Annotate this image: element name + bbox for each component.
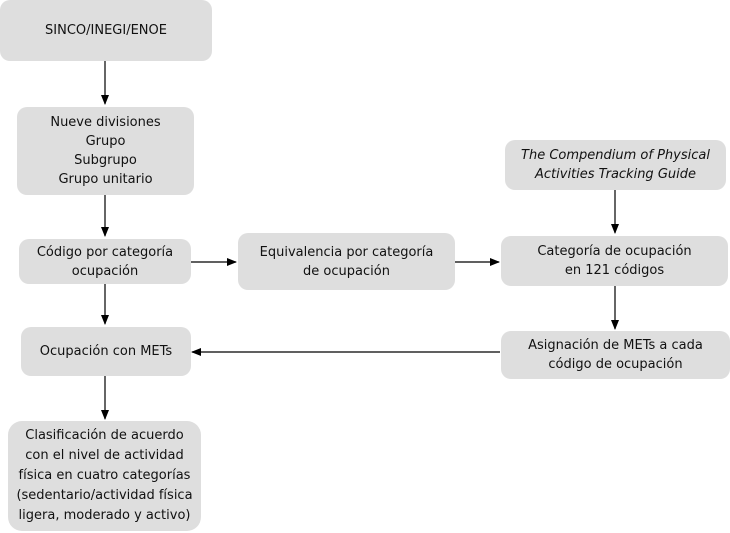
node-code-category (19, 239, 191, 284)
node-text-line: física en cuatro categorías (18, 468, 191, 483)
node-text-line: de ocupación (303, 263, 390, 279)
node-text-line: SINCO/INEGI/ENOE (45, 23, 167, 38)
node-text-line: Grupo unitario (58, 172, 153, 187)
node-text-line: con el nivel de actividad (25, 448, 184, 463)
node-text-line: en 121 códigos (564, 263, 665, 278)
node-equivalence (238, 233, 455, 290)
node-text-line: Ocupación con METs (39, 344, 173, 359)
node-text-line: Nueve divisiones (50, 115, 161, 130)
node-divisions (17, 107, 194, 195)
node-text-line: ocupación (71, 263, 139, 279)
node-text-line: (sedentario/actividad física (16, 488, 193, 503)
node-text-line: Código por categoría (36, 244, 174, 260)
node-classification (8, 421, 201, 531)
node-text-line: código de ocupación (548, 357, 683, 372)
node-source (0, 0, 212, 61)
node-text-line: ligera, moderado y activo) (18, 508, 191, 523)
node-text-line: Clasificación de acuerdo (25, 428, 184, 443)
node-occupation-mets (21, 327, 191, 376)
node-text-line: Activities Tracking Guide (535, 167, 696, 182)
node-text-line: Categoría de ocupación (537, 244, 692, 259)
node-text-line: Subgrupo (74, 153, 137, 168)
node-category-121 (501, 236, 728, 286)
node-met-assignment (501, 331, 730, 379)
node-compendium (505, 140, 726, 190)
node-text-line: Equivalencia por categoría (259, 244, 434, 260)
node-text-line: Asignación de METs a cada (528, 338, 703, 353)
node-text-line: The Compendium of Physical (521, 148, 710, 163)
node-text-line: Grupo (85, 134, 126, 149)
